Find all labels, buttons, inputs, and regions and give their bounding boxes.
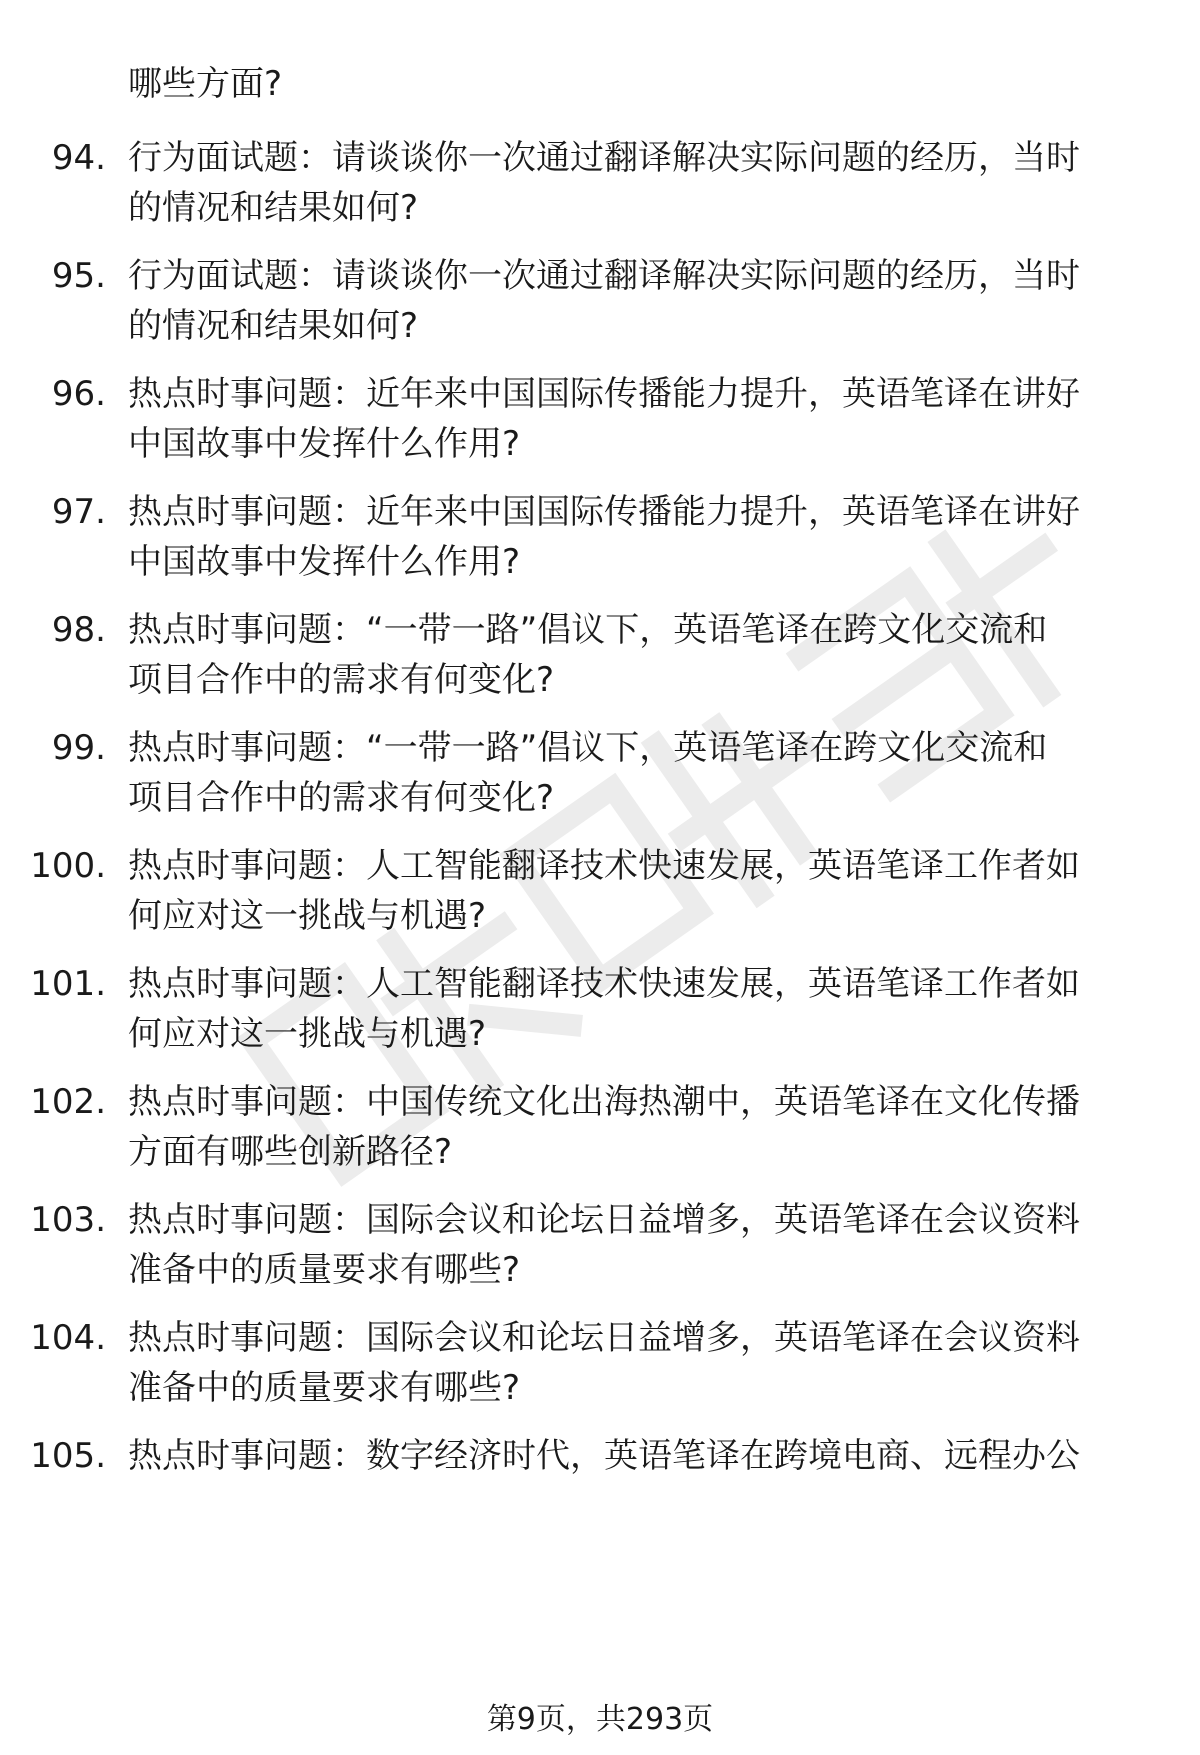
question-text-line: 热点时事问题：“一带一路”倡议下，英语笔译在跨文化交流和 bbox=[128, 728, 1048, 768]
question-item bbox=[0, 1196, 1200, 1296]
question-text-line: 的情况和结果如何? bbox=[128, 188, 419, 228]
question-text-line: 方面有哪些创新路径? bbox=[128, 1132, 453, 1172]
question-text-line: 行为面试题：请谈谈你一次通过翻译解决实际问题的经历，当时 bbox=[128, 256, 1080, 296]
question-item bbox=[0, 488, 1200, 588]
question-number: 94. bbox=[51, 138, 106, 178]
question-item bbox=[0, 606, 1200, 706]
question-number: 102. bbox=[30, 1082, 106, 1122]
question-number: 95. bbox=[51, 256, 106, 296]
question-text-line: 热点时事问题：近年来中国国际传播能力提升，英语笔译在讲好 bbox=[128, 374, 1080, 414]
question-text-line: 准备中的质量要求有哪些? bbox=[128, 1250, 521, 1290]
question-item bbox=[0, 842, 1200, 942]
page-footer: 第9页，共293页 bbox=[486, 1702, 714, 1737]
question-number: 103. bbox=[30, 1200, 106, 1240]
question-item bbox=[0, 1078, 1200, 1178]
question-item bbox=[0, 724, 1200, 824]
question-number: 96. bbox=[51, 374, 106, 414]
question-number: 98. bbox=[51, 610, 106, 650]
question-number: 101. bbox=[30, 964, 106, 1004]
question-number: 99. bbox=[51, 728, 106, 768]
question-item bbox=[0, 134, 1200, 234]
question-text-line: 项目合作中的需求有何变化? bbox=[128, 778, 555, 818]
question-text-line: 热点时事问题：国际会议和论坛日益增多，英语笔译在会议资料 bbox=[128, 1200, 1080, 1240]
question-text-line: 项目合作中的需求有何变化? bbox=[128, 660, 555, 700]
question-text-line: 热点时事问题：近年来中国国际传播能力提升，英语笔译在讲好 bbox=[128, 492, 1080, 532]
question-item bbox=[0, 1314, 1200, 1414]
question-item bbox=[0, 370, 1200, 470]
question-item bbox=[0, 252, 1200, 352]
question-text-line: 热点时事问题：“一带一路”倡议下，英语笔译在跨文化交流和 bbox=[128, 610, 1048, 650]
question-text-line: 热点时事问题：人工智能翻译技术快速发展，英语笔译工作者如 bbox=[128, 964, 1080, 1004]
question-text-line: 热点时事问题：人工智能翻译技术快速发展，英语笔译工作者如 bbox=[128, 846, 1080, 886]
continued-question-text: 哪些方面? bbox=[128, 64, 283, 104]
question-number: 97. bbox=[51, 492, 106, 532]
question-text-line: 准备中的质量要求有哪些? bbox=[128, 1368, 521, 1408]
question-text-line: 中国故事中发挥什么作用? bbox=[128, 542, 521, 582]
question-number: 100. bbox=[30, 846, 106, 886]
question-text-line: 行为面试题：请谈谈你一次通过翻译解决实际问题的经历，当时 bbox=[128, 138, 1080, 178]
question-text-line: 热点时事问题：数字经济时代，英语笔译在跨境电商、远程办公 bbox=[128, 1436, 1080, 1476]
question-item bbox=[0, 1432, 1200, 1532]
question-text-line: 何应对这一挑战与机遇? bbox=[128, 1014, 487, 1054]
question-number: 105. bbox=[30, 1436, 106, 1476]
question-text-line: 何应对这一挑战与机遇? bbox=[128, 896, 487, 936]
question-number: 104. bbox=[30, 1318, 106, 1358]
question-item bbox=[0, 960, 1200, 1060]
question-text-line: 的情况和结果如何? bbox=[128, 306, 419, 346]
question-text-line: 热点时事问题：中国传统文化出海热潮中，英语笔译在文化传播 bbox=[128, 1082, 1080, 1122]
question-text-line: 中国故事中发挥什么作用? bbox=[128, 424, 521, 464]
question-text-line: 热点时事问题：国际会议和论坛日益增多，英语笔译在会议资料 bbox=[128, 1318, 1080, 1358]
